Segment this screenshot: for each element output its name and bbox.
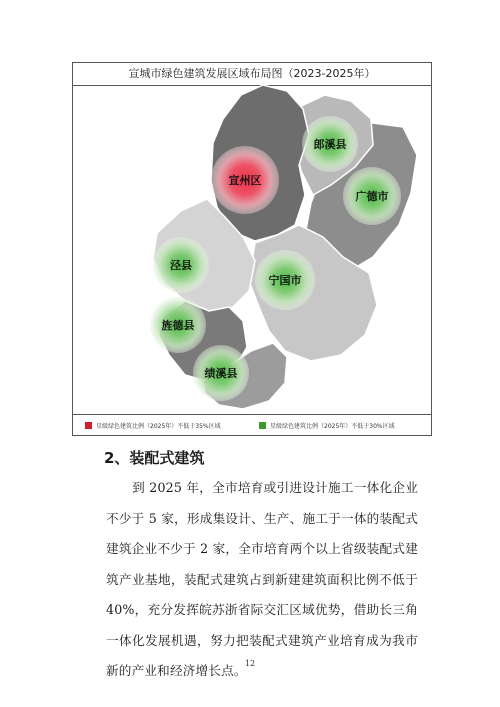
body-paragraph: [106, 473, 418, 687]
label-xuanzhou: 宣州区: [228, 174, 262, 187]
label-jixi: 绩溪县: [204, 367, 238, 380]
legend-swatch-green: [259, 422, 266, 429]
legend-label-red: 星级绿色建筑比例（2025年）不低于35%区域: [96, 423, 221, 430]
label-guangde: 广德市: [355, 190, 389, 203]
map-figure: [72, 62, 432, 436]
region-map: [73, 85, 431, 415]
paragraph-text: 到 2025 年，全市培育或引进设计施工一体化企业不少于 5 家，形成集设计、生产、施工于一体的装配式建筑企业不少于 2 家，全市培育两个以上省级装配式建筑产业基地，装配式建筑占到新建建筑面积比例不低于 40%，充分发挥皖苏浙省际交汇区域优势，借助长三角一体化发展机遇，努力把装配式建筑产业培育成为我市新的产业和经济增长点。: [106, 480, 418, 678]
legend-item-red: [85, 421, 221, 430]
page-number: 12: [244, 659, 256, 668]
legend-item-green: [259, 421, 395, 430]
legend-label-green: 星级绿色建筑比例（2025年）不低于30%区域: [270, 423, 395, 430]
map-legend: [73, 414, 431, 435]
section-heading: 2、装配式建筑: [104, 449, 205, 467]
label-ningguo: 宁国市: [268, 274, 302, 287]
legend-swatch-red: [85, 422, 92, 429]
label-jingde: 旌德县: [161, 319, 195, 332]
label-langxi: 郎溪县: [313, 138, 347, 151]
figure-title: 宣城市绿色建筑发展区域布局图（2023-2025年）: [73, 63, 431, 86]
label-jingxian: 泾县: [170, 259, 192, 272]
